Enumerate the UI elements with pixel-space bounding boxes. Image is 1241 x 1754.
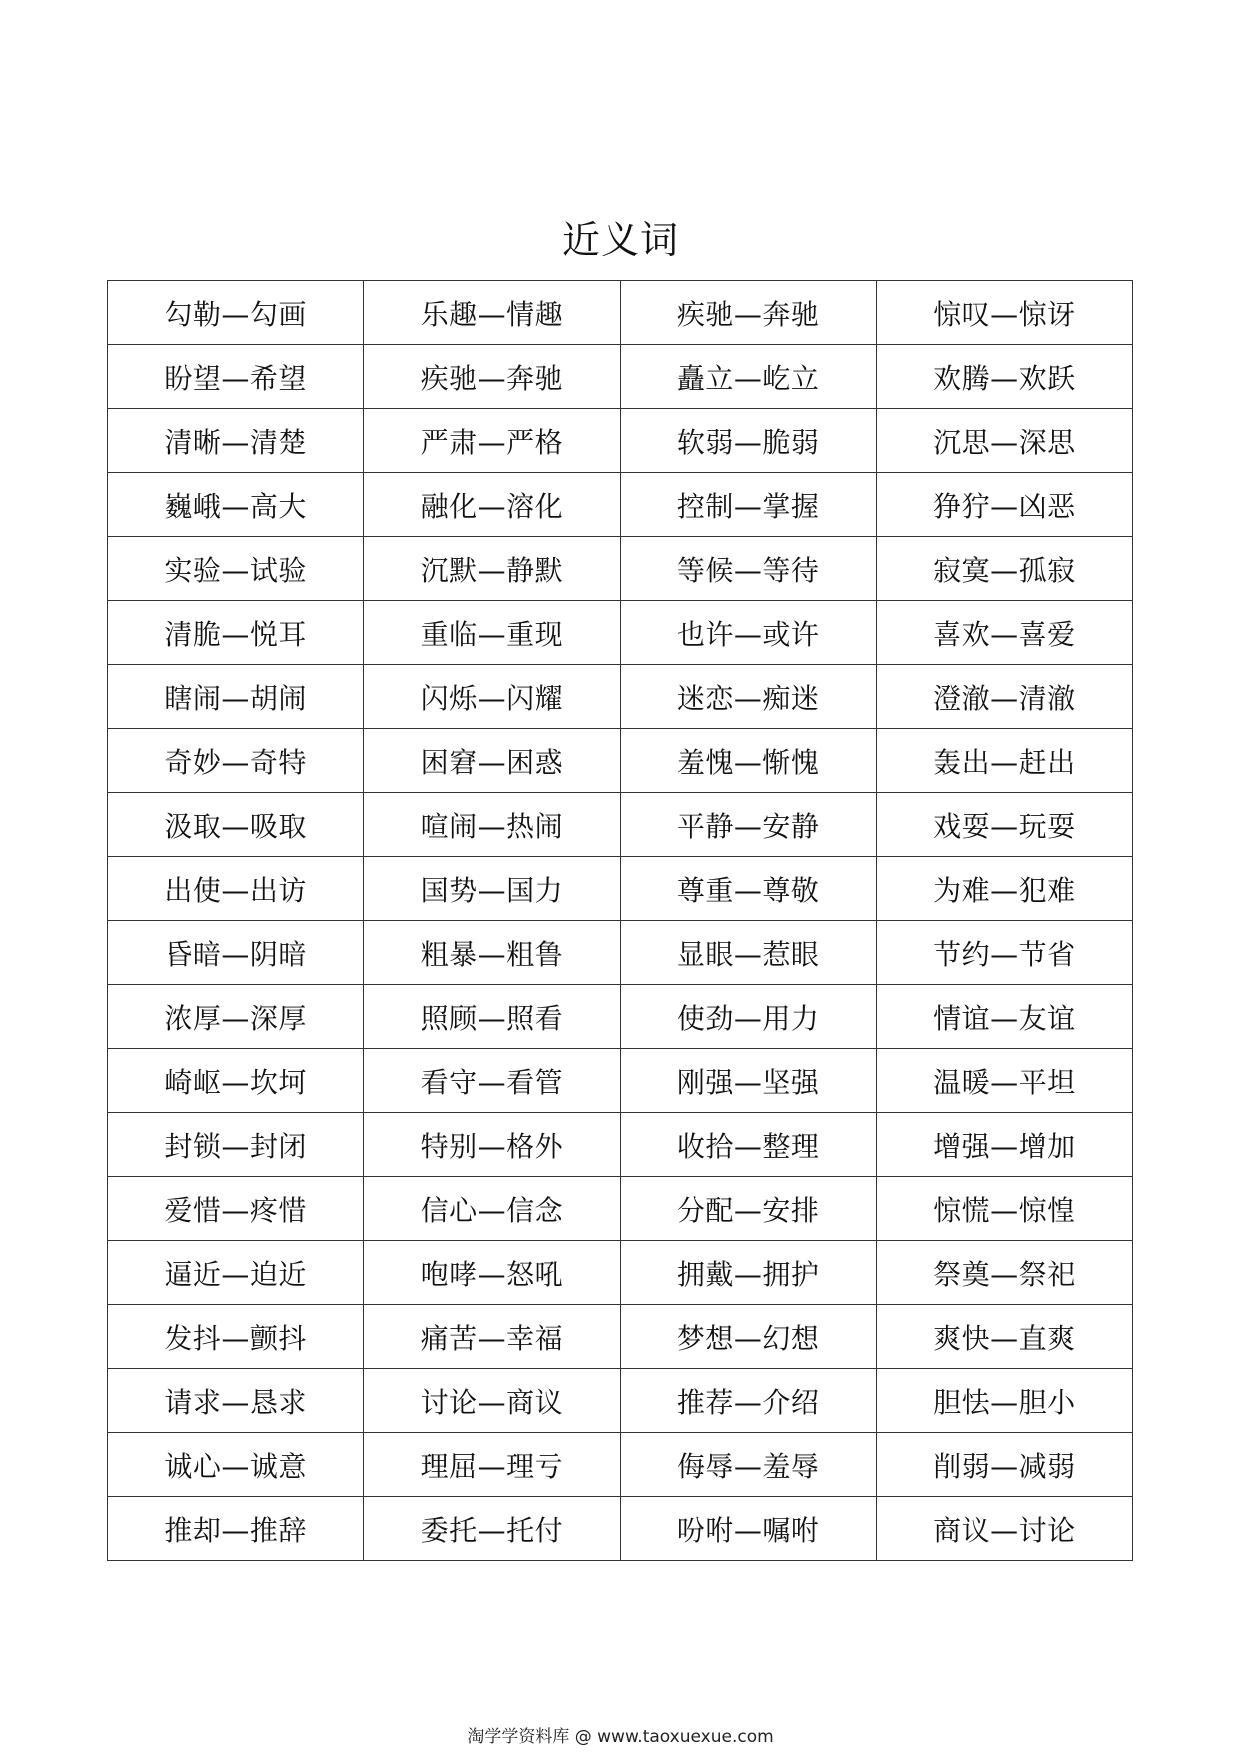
synonym-pair-cell: 欢腾—欢跃	[876, 345, 1132, 409]
synonym-pair-cell: 瞎闹—胡闹	[108, 665, 364, 729]
synonym-pair-cell: 澄澈—清澈	[876, 665, 1132, 729]
synonym-pair-cell: 重临—重现	[364, 601, 620, 665]
table-row	[108, 1113, 1133, 1177]
synonym-pair-cell: 推却—推辞	[108, 1497, 364, 1561]
synonym-pair-cell: 也许—或许	[620, 601, 876, 665]
synonym-pair-cell: 粗暴—粗鲁	[364, 921, 620, 985]
synonym-table	[107, 280, 1133, 1561]
synonym-pair-cell: 商议—讨论	[876, 1497, 1132, 1561]
synonym-pair-cell: 拥戴—拥护	[620, 1241, 876, 1305]
synonym-pair-cell: 轰出—赶出	[876, 729, 1132, 793]
synonym-pair-cell: 喧闹—热闹	[364, 793, 620, 857]
synonym-pair-cell: 沉默—静默	[364, 537, 620, 601]
synonym-pair-cell: 刚强—坚强	[620, 1049, 876, 1113]
synonym-pair-cell: 节约—节省	[876, 921, 1132, 985]
synonym-pair-cell: 吩咐—嘱咐	[620, 1497, 876, 1561]
table-row	[108, 1241, 1133, 1305]
synonym-pair-cell: 尊重—尊敬	[620, 857, 876, 921]
synonym-pair-cell: 清脆—悦耳	[108, 601, 364, 665]
synonym-pair-cell: 请求—恳求	[108, 1369, 364, 1433]
synonym-pair-cell: 为难—犯难	[876, 857, 1132, 921]
synonym-pair-cell: 痛苦—幸福	[364, 1305, 620, 1369]
synonym-pair-cell: 清晰—清楚	[108, 409, 364, 473]
synonym-table-body	[108, 281, 1133, 1561]
synonym-pair-cell: 狰狞—凶恶	[876, 473, 1132, 537]
table-row	[108, 1305, 1133, 1369]
synonym-pair-cell: 情谊—友谊	[876, 985, 1132, 1049]
synonym-pair-cell: 爱惜—疼惜	[108, 1177, 364, 1241]
synonym-pair-cell: 侮辱—羞辱	[620, 1433, 876, 1497]
synonym-pair-cell: 信心—信念	[364, 1177, 620, 1241]
synonym-pair-cell: 困窘—困惑	[364, 729, 620, 793]
synonym-pair-cell: 乐趣—情趣	[364, 281, 620, 345]
table-row	[108, 1049, 1133, 1113]
synonym-pair-cell: 推荐—介绍	[620, 1369, 876, 1433]
page-title: 近义词	[561, 218, 679, 262]
table-row	[108, 985, 1133, 1049]
synonym-pair-cell: 浓厚—深厚	[108, 985, 364, 1049]
synonym-pair-cell: 融化—溶化	[364, 473, 620, 537]
table-row	[108, 1369, 1133, 1433]
synonym-pair-cell: 疾驰—奔驰	[364, 345, 620, 409]
synonym-pair-cell: 戏耍—玩耍	[876, 793, 1132, 857]
synonym-pair-cell: 理屈—理亏	[364, 1433, 620, 1497]
synonym-pair-cell: 胆怯—胆小	[876, 1369, 1132, 1433]
synonym-pair-cell: 显眼—惹眼	[620, 921, 876, 985]
synonym-pair-cell: 昏暗—阴暗	[108, 921, 364, 985]
synonym-pair-cell: 温暖—平坦	[876, 1049, 1132, 1113]
synonym-pair-cell: 照顾—照看	[364, 985, 620, 1049]
synonym-pair-cell: 使劲—用力	[620, 985, 876, 1049]
table-row	[108, 793, 1133, 857]
synonym-pair-cell: 祭奠—祭祀	[876, 1241, 1132, 1305]
synonym-pair-cell: 封锁—封闭	[108, 1113, 364, 1177]
synonym-pair-cell: 讨论—商议	[364, 1369, 620, 1433]
synonym-pair-cell: 收拾—整理	[620, 1113, 876, 1177]
synonym-pair-cell: 增强—增加	[876, 1113, 1132, 1177]
synonym-pair-cell: 等候—等待	[620, 537, 876, 601]
synonym-pair-cell: 羞愧—惭愧	[620, 729, 876, 793]
table-row	[108, 601, 1133, 665]
synonym-pair-cell: 喜欢—喜爱	[876, 601, 1132, 665]
footer-watermark: 淘学学资料库 @ www.taoxuexue.com	[467, 1727, 774, 1747]
synonym-pair-cell: 出使—出访	[108, 857, 364, 921]
synonym-pair-cell: 分配—安排	[620, 1177, 876, 1241]
table-row	[108, 729, 1133, 793]
table-row	[108, 1177, 1133, 1241]
synonym-pair-cell: 国势—国力	[364, 857, 620, 921]
synonym-pair-cell: 惊慌—惊惶	[876, 1177, 1132, 1241]
table-row	[108, 473, 1133, 537]
table-row	[108, 345, 1133, 409]
table-row	[108, 1433, 1133, 1497]
synonym-pair-cell: 奇妙—奇特	[108, 729, 364, 793]
table-row	[108, 1497, 1133, 1561]
synonym-pair-cell: 惊叹—惊讶	[876, 281, 1132, 345]
synonym-pair-cell: 疾驰—奔驰	[620, 281, 876, 345]
table-row	[108, 281, 1133, 345]
table-row	[108, 409, 1133, 473]
synonym-pair-cell: 看守—看管	[364, 1049, 620, 1113]
synonym-pair-cell: 委托—托付	[364, 1497, 620, 1561]
synonym-pair-cell: 勾勒—勾画	[108, 281, 364, 345]
synonym-pair-cell: 巍峨—高大	[108, 473, 364, 537]
synonym-pair-cell: 实验—试验	[108, 537, 364, 601]
synonym-pair-cell: 咆哮—怒吼	[364, 1241, 620, 1305]
synonym-pair-cell: 寂寞—孤寂	[876, 537, 1132, 601]
synonym-pair-cell: 矗立—屹立	[620, 345, 876, 409]
synonym-pair-cell: 控制—掌握	[620, 473, 876, 537]
synonym-pair-cell: 平静—安静	[620, 793, 876, 857]
table-row	[108, 665, 1133, 729]
synonym-pair-cell: 闪烁—闪耀	[364, 665, 620, 729]
synonym-pair-cell: 迷恋—痴迷	[620, 665, 876, 729]
synonym-pair-cell: 严肃—严格	[364, 409, 620, 473]
synonym-pair-cell: 诚心—诚意	[108, 1433, 364, 1497]
synonym-pair-cell: 削弱—减弱	[876, 1433, 1132, 1497]
synonym-pair-cell: 盼望—希望	[108, 345, 364, 409]
synonym-pair-cell: 汲取—吸取	[108, 793, 364, 857]
synonym-pair-cell: 沉思—深思	[876, 409, 1132, 473]
synonym-pair-cell: 爽快—直爽	[876, 1305, 1132, 1369]
table-row	[108, 921, 1133, 985]
table-row	[108, 857, 1133, 921]
table-row	[108, 537, 1133, 601]
synonym-pair-cell: 逼近—迫近	[108, 1241, 364, 1305]
synonym-pair-cell: 软弱—脆弱	[620, 409, 876, 473]
synonym-pair-cell: 梦想—幻想	[620, 1305, 876, 1369]
synonym-pair-cell: 崎岖—坎坷	[108, 1049, 364, 1113]
synonym-pair-cell: 特别—格外	[364, 1113, 620, 1177]
synonym-pair-cell: 发抖—颤抖	[108, 1305, 364, 1369]
